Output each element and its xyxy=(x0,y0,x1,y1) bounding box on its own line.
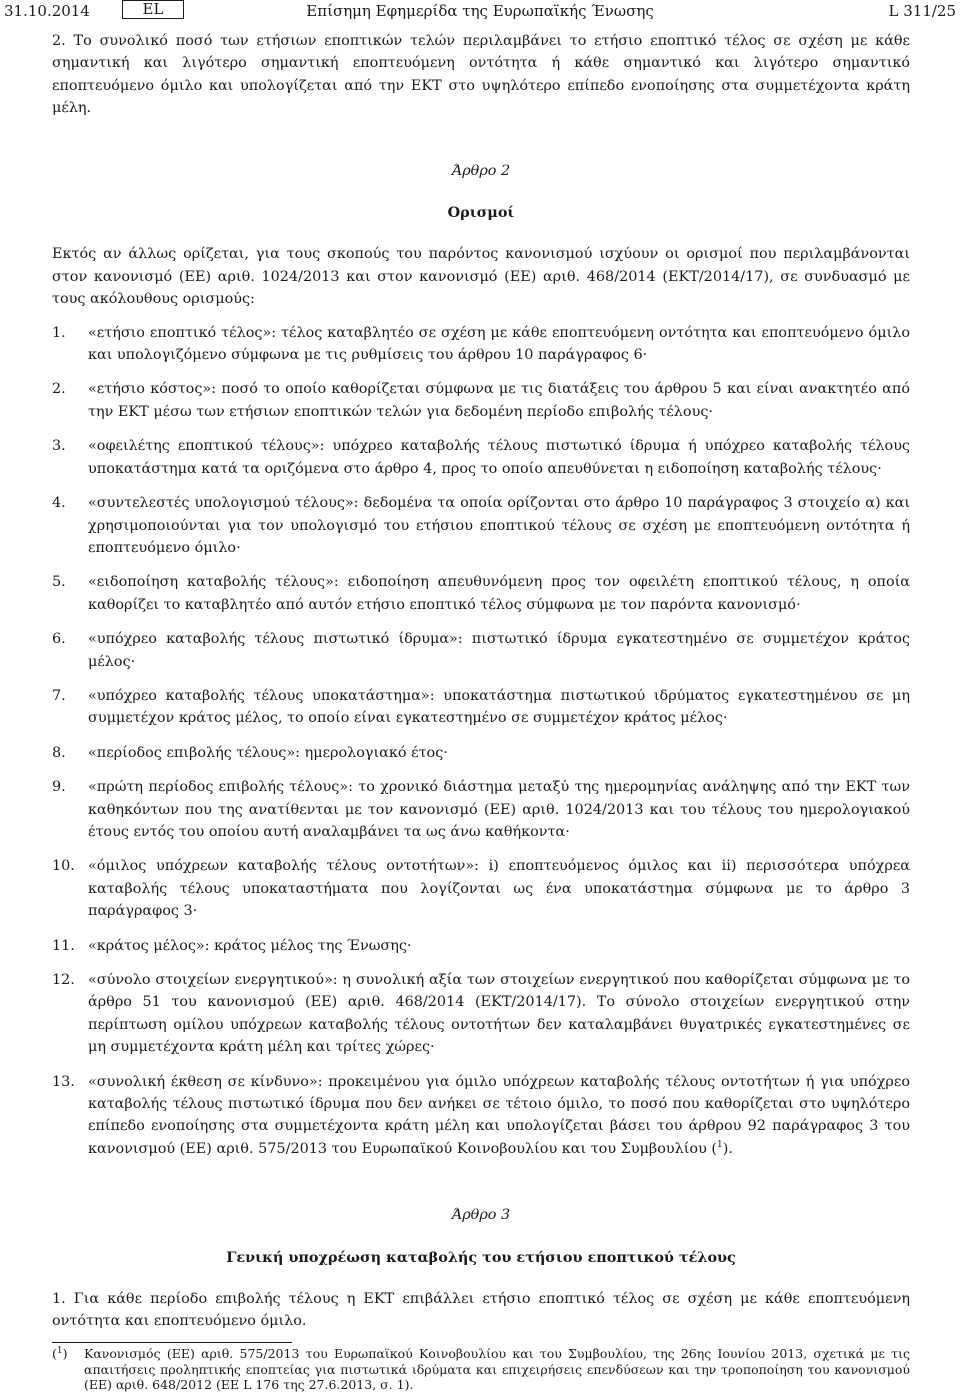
article-2-lead: Εκτός αν άλλως ορίζεται, για τους σκοπούς του παρόντος κανονισμού ισχύουν οι ορισμοί που περιλαμβάνονται στον κανονισμό (ΕΕ) αριθ. 1024/2013 και στον κανονισμό (ΕΕ) αριθ. 468/2014 (ΕΚΤ/2014/17), σε συνδυασμό με τους ακόλουθους ορισμούς: xyxy=(52,246,910,308)
definition-item: 3. «οφειλέτης εποπτικού τέλους»: υπόχρεο καταβολής τέλους πιστωτικό ίδρυμα ή υπόχρεο καταβολής τέλους υποκατάστημα κατά τα οριζόμενα στο άρθρο 4, προς το οποίο απευθύνεται η ειδοποίηση καταβολής τέλους· xyxy=(52,438,910,477)
footnote-divider xyxy=(52,1342,292,1343)
page-reference: L 311/25 xyxy=(888,2,956,20)
definition-item: 12. «σύνολο στοιχείων ενεργητικού»: η συνολική αξία των στοιχείων ενεργητικού που καθορίζεται σύμφωνα με το άρθρο 51 του κανονισμού (ΕΕ) αριθ. 468/2014 (ΕΚΤ/2014/17). Το σύνολο στοιχείων ενεργητικού στην περίπτωση ομίλου υπόχρεων καταβολής τέλους οντοτήτων δεν καταλαμβάνει θυγατρικές εγκατεστημένες σε μη συμμετέχοντα κράτη μέλη και τρίτες χώρες· xyxy=(52,972,910,1056)
footnote xyxy=(52,1346,910,1393)
definition-item: 2. «ετήσιο κόστος»: ποσό το οποίο καθορίζεται σύμφωνα με τις διατάξεις του άρθρου 5 και είναι ανακτητέο από την ΕΚΤ μέσω των ετήσιων εποπτικών τελών για δεδομένη περίοδο επιβολής τέλους· xyxy=(52,381,910,420)
article-3-number: Άρθρο 3 xyxy=(451,1207,511,1224)
intro-paragraph: 2. Το συνολικό ποσό των ετήσιων εποπτικών τελών περιλαμβάνει το ετήσιο εποπτικό τέλος σε σχέση με κάθε σημαντική και λιγότερο σημαντική εποπτευόμενη οντότητα ή κάθε σημαντικό και λιγότερο σημαντικό εποπτευόμενο όμιλο και υπολογίζεται από την ΕΚΤ στο υψηλότερο επίπεδο ενοποίησης στα συμμετέχοντα κράτη μέλη. xyxy=(52,33,910,117)
definition-item: 1. «ετήσιο εποπτικό τέλος»: τέλος καταβλητέο σε σχέση με κάθε εποπτευόμενη οντότητα και εποπτευόμενο όμιλο και υπολογιζόμενο σύμφωνα με τις ρυθμίσεις του άρθρου 10 παράγραφος 6· xyxy=(52,324,910,364)
article-2-number: Άρθρο 2 xyxy=(451,162,511,179)
definition-item: 9. «πρώτη περίοδος επιβολής τέλους»: το χρονικό διάστημα μεταξύ της ημερομηνίας ανάληψης από την ΕΚΤ των καθηκόντων που της ανατίθενται με τον κανονισμό (ΕΕ) αριθ. 1024/2013 και του τέλους του ημερολογιακού έτους εντός του οποίου αυτή αναλαμβάνει τα ως άνω καθήκοντα· xyxy=(52,779,910,840)
footnote-text: Κανονισμός (ΕΕ) αριθ. 575/2013 του Ευρωπαϊκού Κοινοβουλίου και του Συμβουλίου, της 26ης Ιουνίου 2013, σχετικά με τις απαιτήσεις προληπτικής εποπτείας για πιστωτικά ιδρύματα και επιχειρήσεις επενδύσεων και την τροποποίηση του κανονισμού (ΕΕ) αριθ. 648/2012 (ΕΕ L 176 της 27.6.2013, σ. 1). xyxy=(84,1346,910,1393)
definition-item: 10. «όμιλος υπόχρεων καταβολής τέλους οντοτήτων»: i) εποπτευόμενος όμιλος και ii) περισσότερα υπόχρεα καταβολής τέλους υποκαταστήματα που λογίζονται ως ένα υποκατάστημα σύμφωνα με το άρθρο 3 παράγραφος 3· xyxy=(52,858,910,920)
article-2-title: Ορισμοί xyxy=(447,204,515,222)
definition-item: 6. «υπόχρεο καταβολής τέλους πιστωτικό ίδρυμα»: πιστωτικό ίδρυμα εγκατεστημένο σε συμμετέχον κράτος μέλος· xyxy=(52,631,910,670)
article-3-title: Γενική υποχρέωση καταβολής του ετήσιου εποπτικού τέλους xyxy=(226,1248,736,1266)
footnote-mark: ($^1$) xyxy=(52,1345,68,1361)
language-badge: EL xyxy=(122,0,184,19)
definitions-list xyxy=(52,322,910,1161)
journal-title: Επίσημη Εφημερίδα της Ευρωπαϊκής Ένωσης xyxy=(306,2,654,20)
footnote-reference: 1 xyxy=(717,1140,723,1151)
definition-item: 4. «συντελεστές υπολογισμού τέλους»: δεδομένα τα οποία ορίζονται στο άρθρο 10 παράγραφος 3 στοιχείο α) και χρησιμοποιούνται για τον υπολογισμό του ετήσιου εποπτικού τέλους σε σχέση με εποπτευόμενη οντότητα ή εποπτευόμενο όμιλο· xyxy=(52,495,910,556)
definition-item: 13. «συνολική έκθεση σε κίνδυνο»: προκειμένου για όμιλο υπόχρεων καταβολής τέλους οντοτήτων ή για υπόχρεο καταβολής τέλους πιστωτικό ίδρυμα που δεν ανήκει σε τέτοιο όμιλο, το ποσό που καθορίζεται στο υψηλότερο επίπεδο ενοποίησης στα συμμετέχοντα κράτη μέλη και υπολογίζεται βάσει του άρθρου 92 παράγραφος 3 του κανονισμού (ΕΕ) αριθ. 575/2013 του Ευρωπαϊκού Κοινοβουλίου και του Συμβουλίου ($^1$). xyxy=(52,1073,910,1157)
article-3-paragraph-1: 1. Για κάθε περίοδο επιβολής τέλους η ΕΚΤ επιβάλλει ετήσιο εποπτικό τέλος σε σχέση με κάθε εποπτευόμενη οντότητα και εποπτευόμενο όμιλο. xyxy=(52,1291,910,1330)
definition-item: 5. «ειδοποίηση καταβολής τέλους»: ειδοποίηση απευθυνόμενη προς τον οφειλέτη εποπτικού τέλους, η οποία καθορίζει το καταβλητέο από αυτόν ετήσιο εποπτικό τέλος σύμφωνα με τον παρόντα κανονισμό· xyxy=(52,574,910,613)
document-body xyxy=(52,30,910,1333)
publication-date: 31.10.2014 xyxy=(4,2,90,20)
definition-item: 7. «υπόχρεο καταβολής τέλους υποκατάστημα»: υποκατάστημα πιστωτικού ιδρύματος εγκατεστημένου σε μη συμμετέχον κράτος μέλος, το οποίο είναι εγκατεστημένο σε συμμετέχον κράτος μέλος· xyxy=(52,687,910,727)
page-header xyxy=(0,0,960,24)
definition-item: 8. «περίοδος επιβολής τέλους»: ημερολογιακό έτος· xyxy=(52,744,448,761)
definition-item: 11. «κράτος μέλος»: κράτος μέλος της Ένωσης· xyxy=(52,937,412,954)
